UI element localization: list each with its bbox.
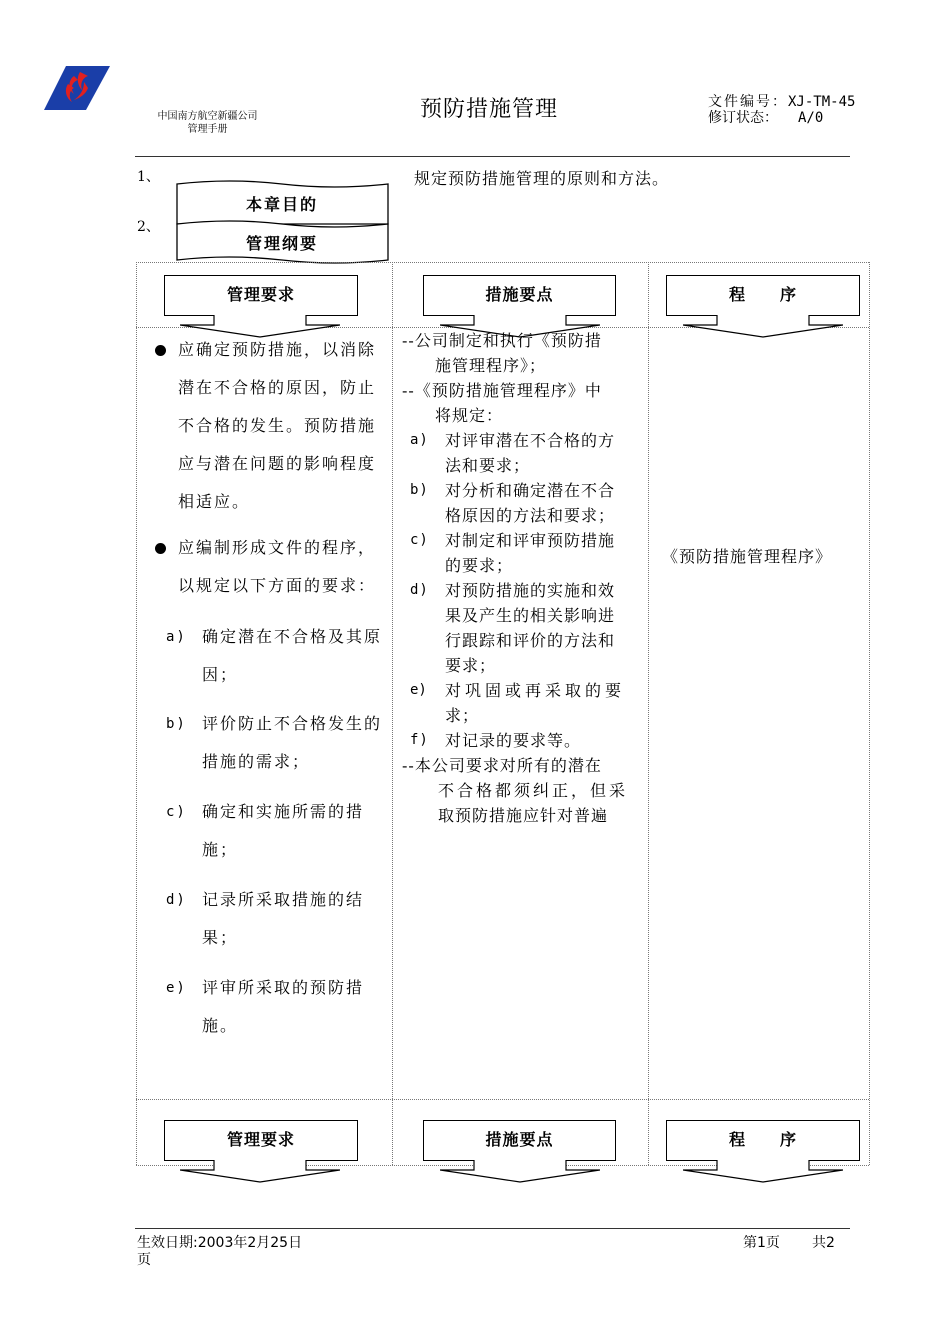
col3-arrow-icon bbox=[683, 315, 843, 339]
col2-content bbox=[402, 328, 647, 828]
airline-logo bbox=[40, 62, 112, 114]
revision-label: 修订状态： bbox=[708, 110, 778, 126]
section-label-box bbox=[170, 176, 395, 270]
col2-line: 果及产生的相关影响进 bbox=[445, 606, 616, 625]
procedure-reference: 《预防措施管理程序》 bbox=[662, 547, 833, 566]
bullet-icon bbox=[155, 543, 166, 554]
col3-bottom-arrow-icon bbox=[683, 1160, 843, 1184]
col1-line: 措施的需求； bbox=[202, 752, 311, 771]
col1-item-e bbox=[166, 969, 396, 1045]
col2-line: 格原因的方法和要求； bbox=[445, 506, 616, 525]
col2-header: 措施要点 bbox=[423, 275, 616, 316]
col2-line: 将规定： bbox=[435, 406, 504, 425]
page-current: 第1页 bbox=[743, 1235, 780, 1251]
section-num-1: 1、 bbox=[137, 169, 160, 185]
col2-line: 对评审潜在不合格的方 bbox=[445, 431, 616, 450]
col1-line: 相适应。 bbox=[178, 492, 251, 511]
item-mark: f) bbox=[410, 732, 429, 748]
col1-item-a bbox=[166, 618, 396, 694]
col2-line: 对分析和确定潜在不合 bbox=[445, 481, 616, 500]
col1-item-b bbox=[166, 705, 396, 781]
col1-item-c bbox=[166, 793, 396, 869]
col1-line: 施； bbox=[202, 840, 239, 859]
col2-line: 取预防措施应针对普遍 bbox=[438, 806, 609, 825]
col3-footer-header: 程 序 bbox=[666, 1120, 860, 1161]
col1-line: 记录所采取措施的结 bbox=[202, 890, 365, 909]
item-mark: b) bbox=[410, 482, 429, 498]
company-name: 中国南方航空新疆公司 bbox=[157, 111, 258, 122]
footer-divider bbox=[135, 1228, 850, 1229]
item-mark: e) bbox=[410, 682, 427, 698]
company-block bbox=[130, 110, 285, 136]
col1-footer-header: 管理要求 bbox=[164, 1120, 358, 1161]
section-label-outline: 管理纲要 bbox=[245, 234, 318, 253]
col1-line: 应编制形成文件的程序， bbox=[178, 538, 377, 557]
col3-header: 程 序 bbox=[666, 275, 860, 316]
revision-value: A/0 bbox=[798, 110, 824, 126]
col2-line: 求； bbox=[445, 706, 480, 725]
section-num-2: 2、 bbox=[137, 219, 160, 235]
col2-footer-header: 措施要点 bbox=[423, 1120, 616, 1161]
col2-line: 对制定和评审预防措施 bbox=[445, 531, 616, 550]
col2-line: 对记录的要求等。 bbox=[445, 731, 582, 750]
col2-line: 法和要求； bbox=[445, 456, 531, 475]
effective-date: 生效日期:2003年2月25日 bbox=[137, 1235, 303, 1251]
col1-line: 评价防止不合格发生的 bbox=[202, 714, 383, 733]
table-top-line bbox=[136, 262, 869, 263]
col1-line: 潜在不合格的原因，防止 bbox=[178, 378, 377, 397]
table-footer-line bbox=[136, 1099, 869, 1100]
section-1-text: 规定预防措施管理的原则和方法。 bbox=[414, 169, 670, 188]
table-right-line bbox=[869, 262, 870, 1165]
col1-line: 应确定预防措施，以消除 bbox=[178, 340, 377, 359]
doc-info bbox=[708, 95, 858, 126]
col1-line: 以规定以下方面的要求： bbox=[178, 576, 377, 595]
item-mark: d) bbox=[410, 582, 429, 598]
item-mark: a) bbox=[410, 432, 429, 448]
col2-line: 要求； bbox=[445, 656, 497, 675]
col1-item-d bbox=[166, 881, 396, 957]
doc-no-label: 文件编号： bbox=[708, 94, 788, 110]
page-total: 共2 bbox=[812, 1235, 835, 1251]
col1-bullet1 bbox=[178, 331, 393, 521]
table-col-line-2 bbox=[648, 262, 649, 1165]
col1-line: 施。 bbox=[202, 1016, 239, 1035]
doc-no-value: XJ-TM-45 bbox=[788, 94, 856, 110]
col1-line: 评审所采取的预防措 bbox=[202, 978, 365, 997]
col1-line: 确定和实施所需的措 bbox=[202, 802, 365, 821]
col2-line: 对巩固或再采取的要 bbox=[445, 681, 626, 700]
col2-line: --公司制定和执行《预防措 bbox=[402, 331, 602, 350]
item-mark: b) bbox=[166, 716, 187, 732]
section-label-purpose: 本章目的 bbox=[245, 195, 318, 214]
col2-bottom-arrow-icon bbox=[440, 1160, 600, 1184]
col1-line: 不合格的发生。预防措施 bbox=[178, 416, 377, 435]
col2-line: 不合格都须纠正，但采 bbox=[438, 781, 629, 800]
col1-header: 管理要求 bbox=[164, 275, 358, 316]
col2-line: 行跟踪和评价的方法和 bbox=[445, 631, 616, 650]
item-mark: c) bbox=[410, 532, 429, 548]
table-left-line bbox=[136, 262, 137, 1165]
col2-line: --本公司要求对所有的潜在 bbox=[402, 756, 602, 775]
col1-line: 果； bbox=[202, 928, 239, 947]
header-divider bbox=[135, 156, 850, 157]
col1-line: 确定潜在不合格及其原 bbox=[202, 627, 383, 646]
col1-line: 应与潜在问题的影响程度 bbox=[178, 454, 377, 473]
col2-line: 施管理程序》； bbox=[435, 356, 547, 375]
item-mark: e) bbox=[166, 980, 187, 996]
col1-line: 因； bbox=[202, 665, 239, 684]
item-mark: c) bbox=[166, 804, 187, 820]
bullet-icon bbox=[155, 345, 166, 356]
manual-name: 管理手册 bbox=[187, 124, 228, 135]
item-mark: a) bbox=[166, 629, 187, 645]
page-title: 预防措施管理 bbox=[420, 97, 559, 122]
col2-line: 对预防措施的实施和效 bbox=[445, 581, 616, 600]
item-mark: d) bbox=[166, 892, 187, 908]
col1-bottom-arrow-icon bbox=[180, 1160, 340, 1184]
col2-line: 的要求； bbox=[445, 556, 514, 575]
effective-date-wrap: 页 bbox=[137, 1252, 151, 1268]
col1-bullet2 bbox=[178, 529, 393, 605]
col2-line: --《预防措施管理程序》中 bbox=[402, 381, 602, 400]
